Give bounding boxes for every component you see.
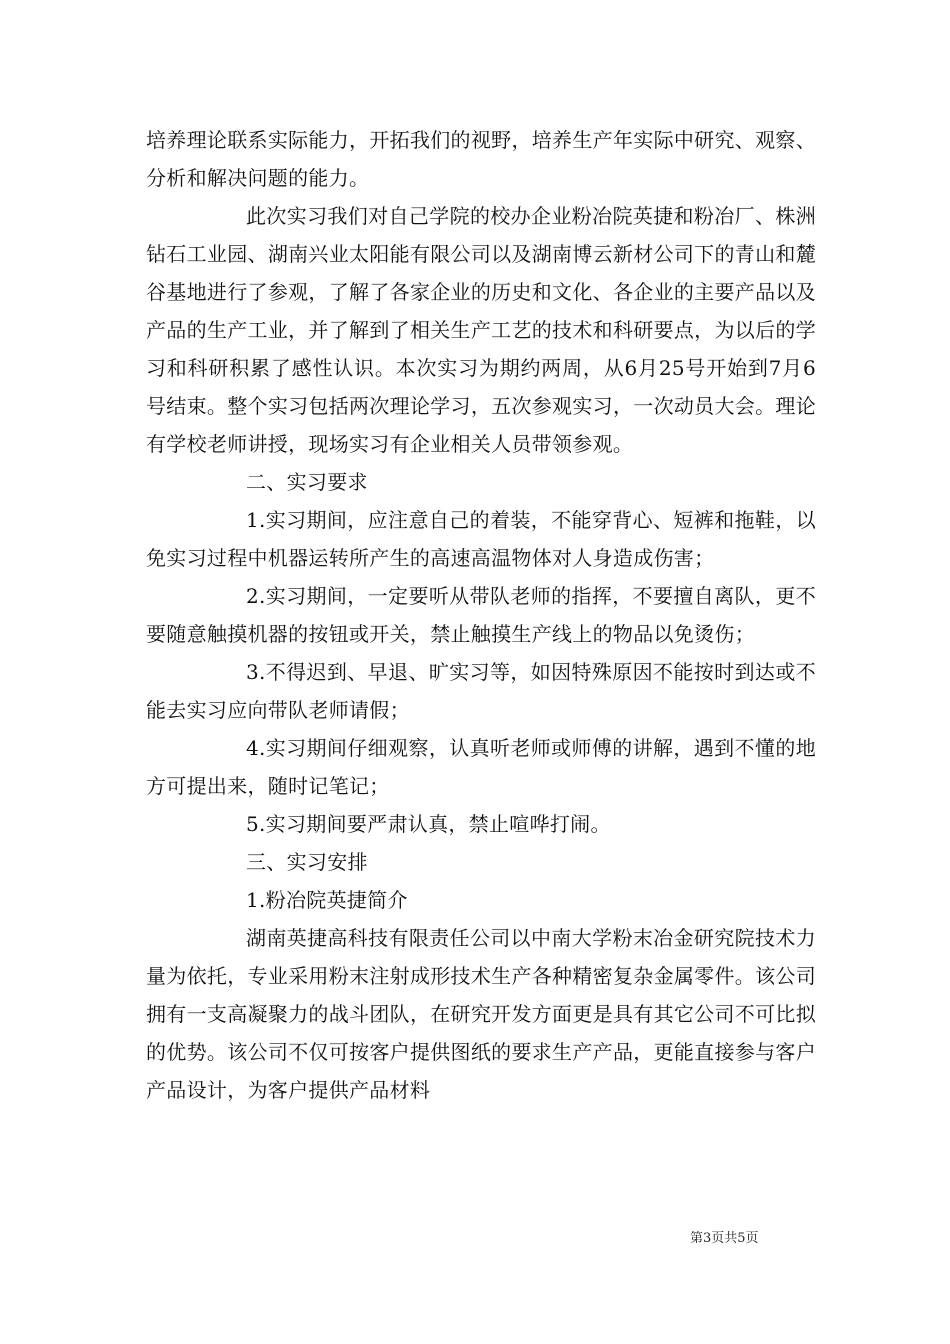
list-item-requirement-2: 2.实习期间，一定要听从带队老师的指挥，不要擅自离队，更不要随意触摸机器的按钮或开关，禁止触摸生产线上的物品以免烫伤；	[146, 584, 816, 646]
page-number-footer: 第3页共5页	[690, 1231, 759, 1246]
paragraph-yingjie-intro: 湖南英捷高科技有限责任公司以中南大学粉末冶金研究院技术力量为依托，专业采用粉末注射成形技术生产各种精密复杂金属零件。该公司拥有一支高凝聚力的战斗团队，在研究开发方面更是具有其它公司不可比拟的优势。该公司不仅可按客户提供图纸的要求生产产品，更能直接参与客户产品设计，为客户提供产品材料	[146, 926, 816, 1102]
list-item-requirement-4: 4.实习期间仔细观察，认真听老师或师傅的讲解，遇到不懂的地方可提出来，随时记笔记；	[146, 736, 816, 798]
paragraph-1: 培养理论联系实际能力，开拓我们的视野，培养生产年实际中研究、观察、分析和解决问题的能力。	[146, 128, 816, 190]
subsection-heading-yingjie: 1.粉冶院英捷简介	[246, 888, 408, 912]
section-heading-arrangement: 三、实习安排	[246, 850, 368, 874]
list-item-requirement-1: 1.实习期间，应注意自己的着装，不能穿背心、短裤和拖鞋，以免实习过程中机器运转所产生的高速高温物体对人身造成伤害；	[146, 508, 816, 570]
section-heading-requirements: 二、实习要求	[246, 470, 368, 494]
list-item-requirement-5: 5.实习期间要严肃认真，禁止喧哗打闹。	[246, 812, 611, 836]
list-item-requirement-3: 3.不得迟到、早退、旷实习等，如因特殊原因不能按时到达或不能去实习应向带队老师请假；	[146, 660, 816, 722]
document-body	[146, 121, 816, 1109]
paragraph-2: 此次实习我们对自己学院的校办企业粉冶院英捷和粉冶厂、株洲钻石工业园、湖南兴业太阳能有限公司以及湖南博云新材公司下的青山和麓谷基地进行了参观，了解了各家企业的历史和文化、各企业的主要产品以及产品的生产工业，并了解到了相关生产工艺的技术和科研要点，为以后的学习和科研积累了感性认识。本次实习为期约两周，从6月25号开始到7月6号结束。整个实习包括两次理论学习，五次参观实习，一次动员大会。理论有学校老师讲授，现场实习有企业相关人员带领参观。	[146, 204, 816, 456]
